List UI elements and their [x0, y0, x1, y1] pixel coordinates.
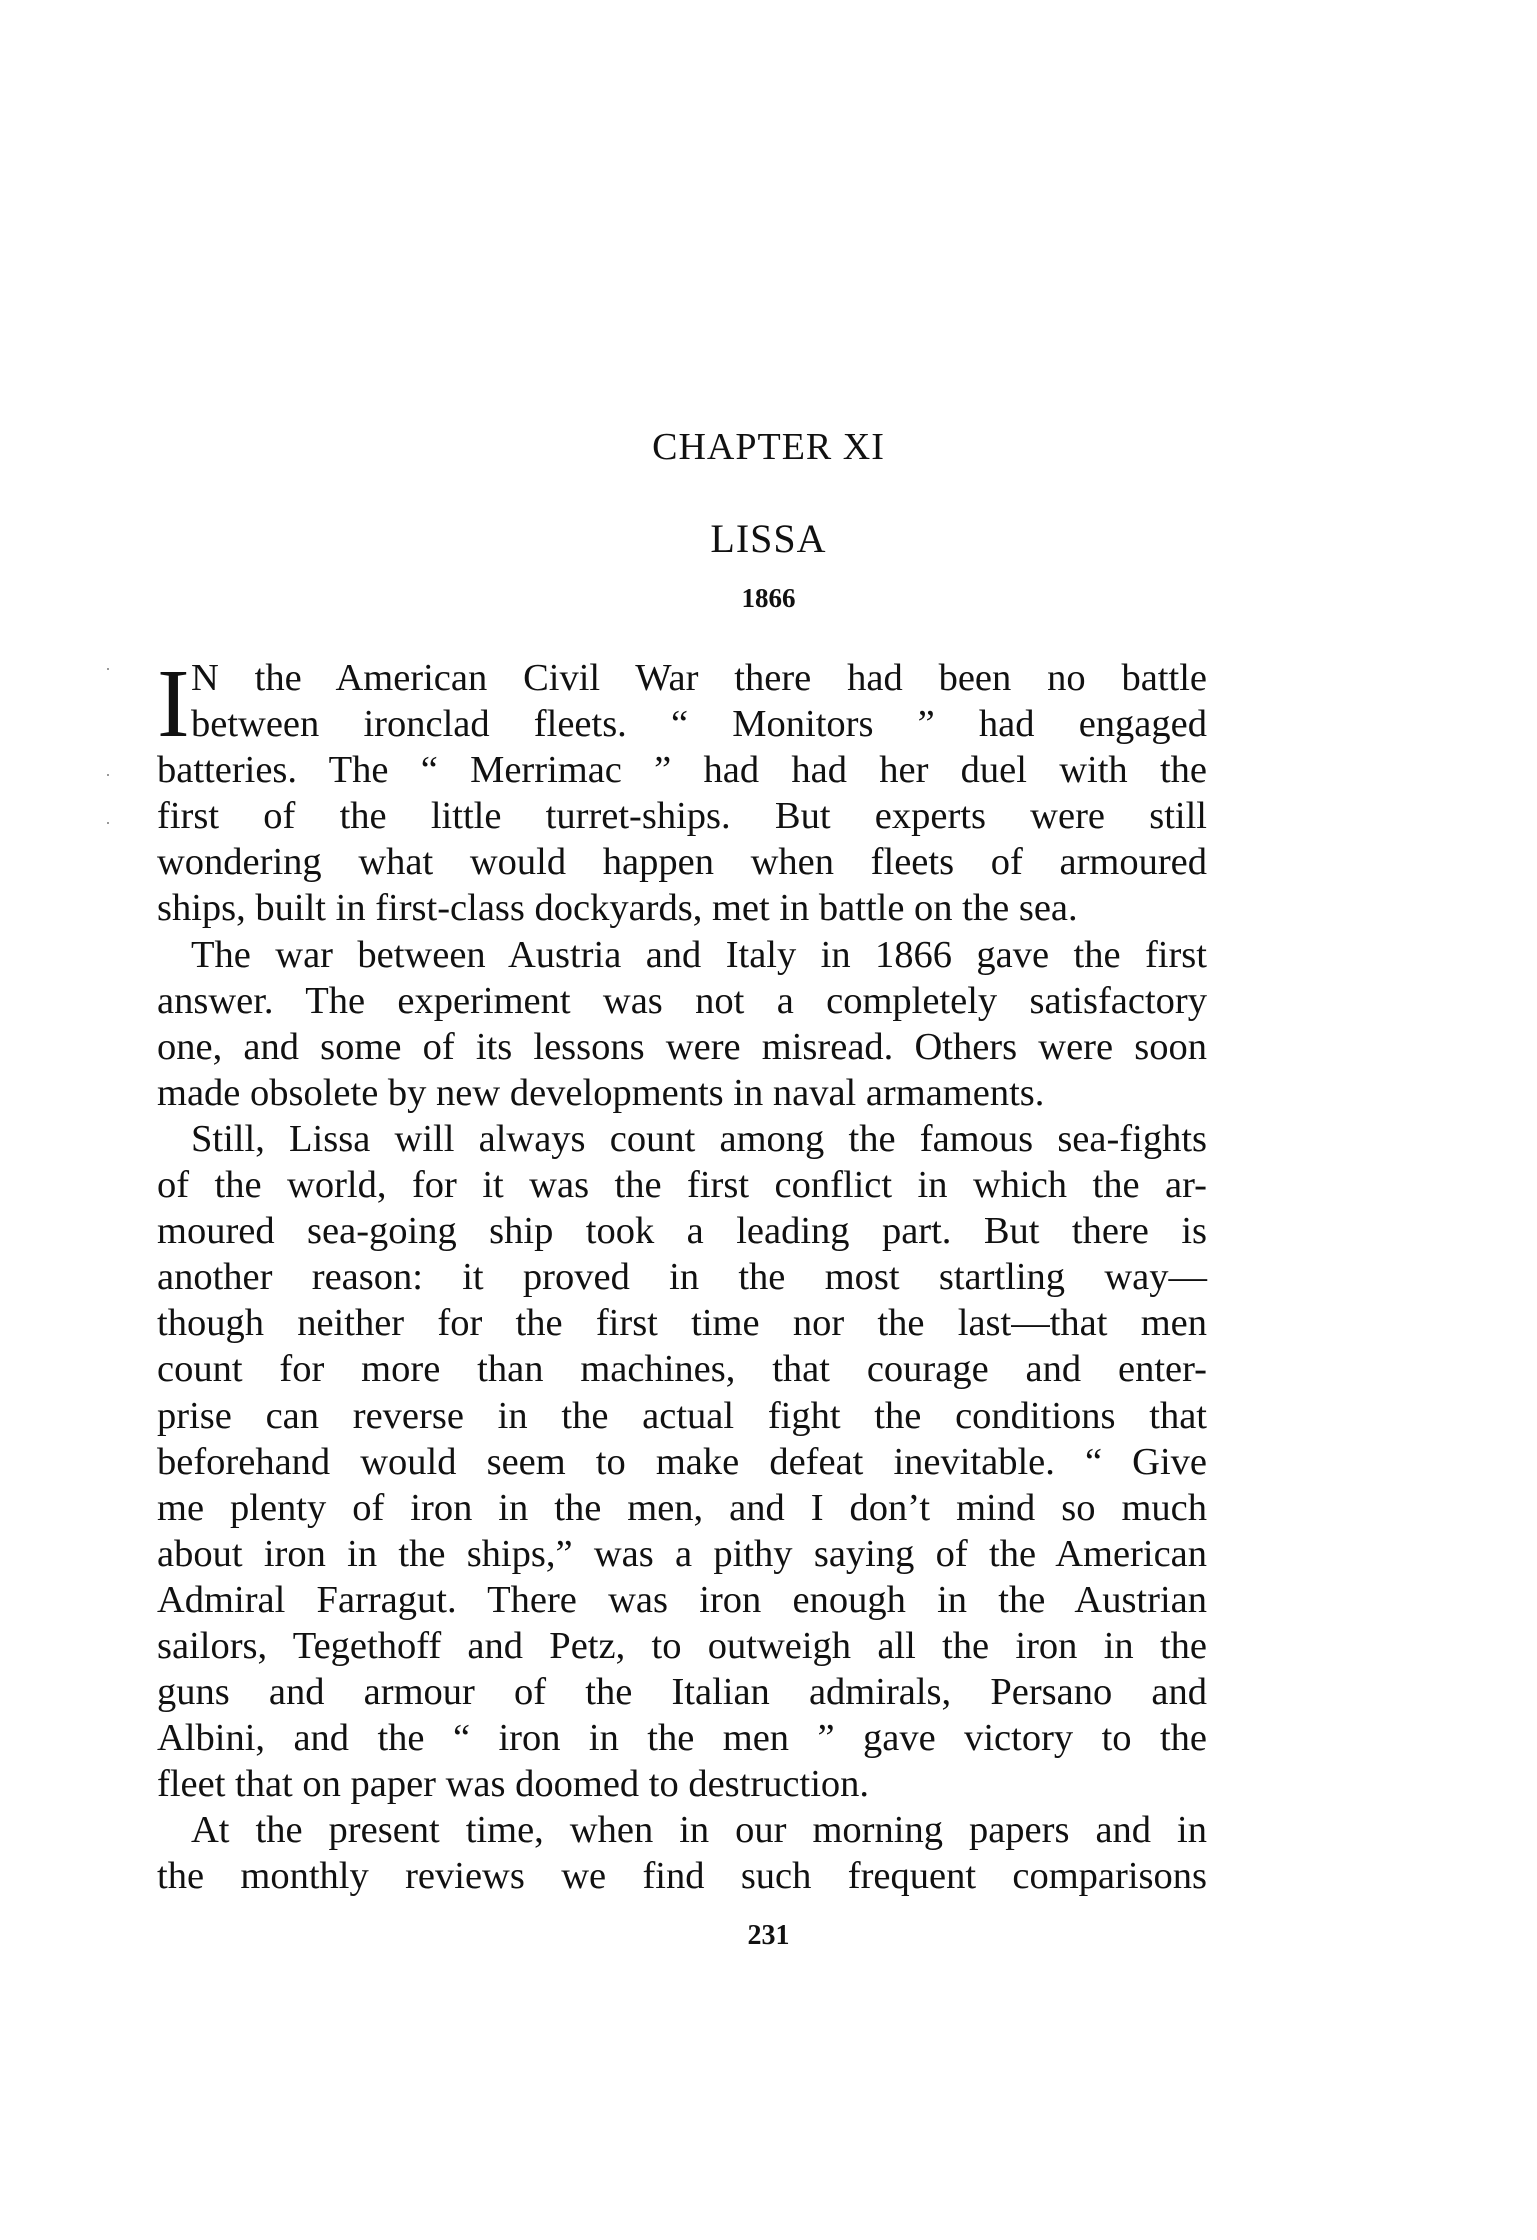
text-line: wondering what would happen when fleets of armoured: [157, 841, 1207, 884]
text-line: batteries. The “ Merrimac ” had had her duel with the: [157, 749, 1207, 792]
drop-cap: I: [157, 650, 190, 758]
body-text: [157, 650, 1207, 1900]
text-line: between ironclad fleets. “ Monitors ” had engaged: [191, 703, 1207, 746]
text-line: answer. The experiment was not a completely satisfactory: [157, 979, 1207, 1022]
text-line: made obsolete by new developments in naval armaments.: [157, 1071, 1045, 1114]
text-line: Still, Lissa will always count among the famous sea-fights: [191, 1117, 1207, 1160]
text-line: Albini, and the “ iron in the men ” gave victory to the: [157, 1717, 1207, 1760]
text-line: prise can reverse in the actual fight the conditions that: [157, 1394, 1207, 1437]
text-line: N the American Civil War there had been no battle: [191, 657, 1207, 699]
chapter-heading: CHAPTER XI: [652, 426, 885, 468]
text-line: guns and armour of the Italian admirals, Persano and: [157, 1671, 1207, 1714]
page-number: 231: [747, 1920, 790, 1951]
scan-speck: [107, 668, 109, 670]
text-line: first of the little turret-ships. But experts were still: [157, 795, 1207, 838]
text-line: The war between Austria and Italy in 1866 gave the first: [191, 933, 1207, 976]
scan-speck: [107, 774, 109, 776]
text-line: At the present time, when in our morning papers and in: [191, 1809, 1207, 1852]
chapter-title: LISSA: [710, 516, 827, 561]
text-line: sailors, Tegethoff and Petz, to outweigh all the iron in the: [157, 1624, 1207, 1667]
text-line: of the world, for it was the first conflict in which the ar-: [157, 1164, 1207, 1207]
text-line: moured sea-going ship took a leading part. But there is: [157, 1210, 1207, 1253]
text-line: the monthly reviews we find such frequent comparisons: [157, 1855, 1207, 1898]
text-line: ships, built in first-class dockyards, met in battle on the sea.: [157, 887, 1078, 930]
text-line: about iron in the ships,” was a pithy saying of the American: [157, 1532, 1207, 1575]
text-line: fleet that on paper was doomed to destruction.: [157, 1763, 870, 1806]
text-line: Admiral Farragut. There was iron enough in the Austrian: [157, 1578, 1207, 1621]
scan-speck: [107, 822, 109, 824]
text-line: though neither for the first time nor the last—that men: [157, 1302, 1207, 1345]
text-line: count for more than machines, that courage and enter-: [157, 1348, 1207, 1391]
text-line: another reason: it proved in the most startling way—: [157, 1256, 1207, 1299]
text-line: me plenty of iron in the men, and I don’t mind so much: [157, 1486, 1207, 1529]
chapter-year: 1866: [741, 583, 796, 613]
text-line: one, and some of its lessons were misread. Others were soon: [157, 1025, 1207, 1068]
text-line: beforehand would seem to make defeat inevitable. “ Give: [157, 1440, 1207, 1483]
